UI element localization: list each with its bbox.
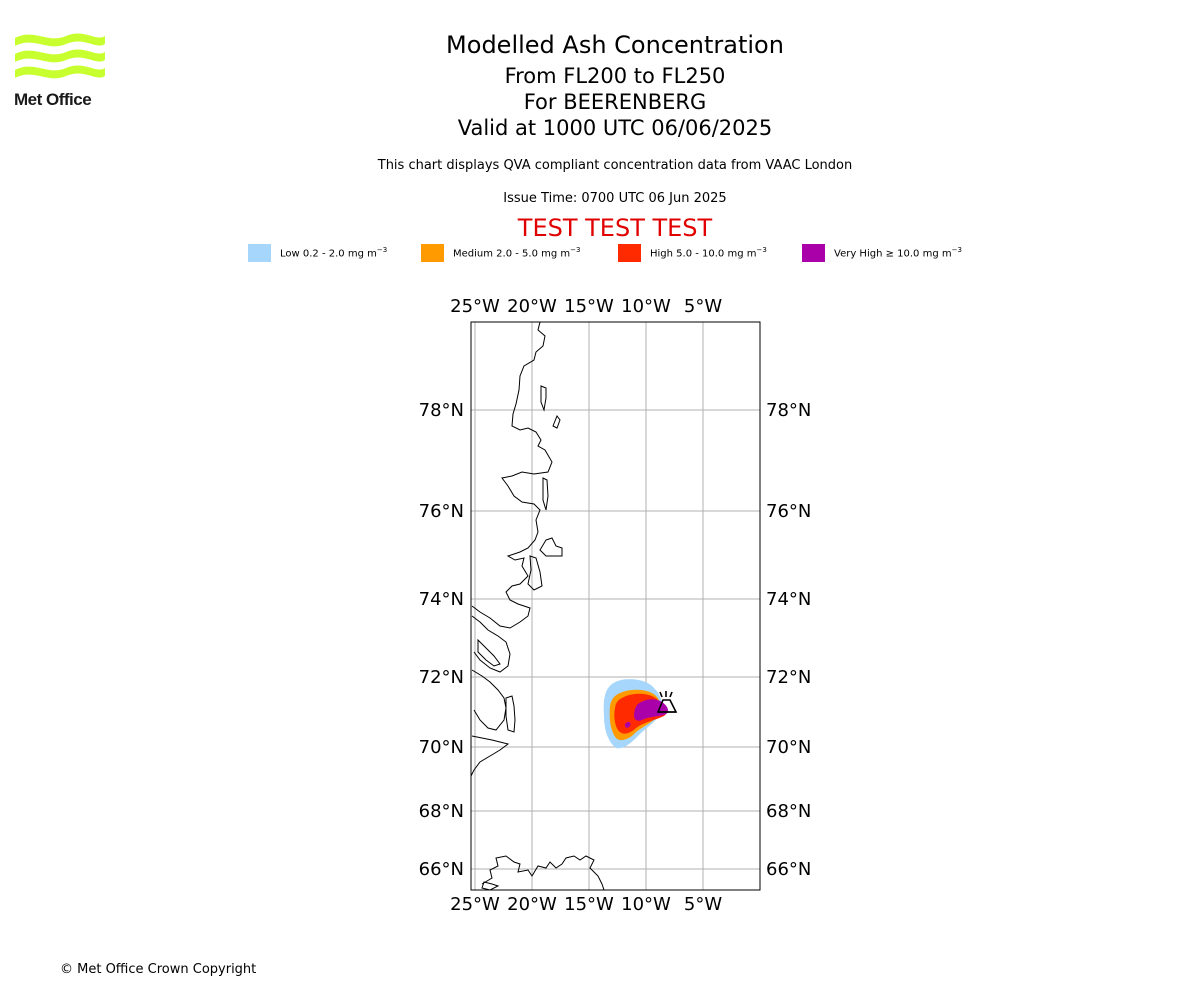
lat-label-left-78n: 78°N (418, 400, 464, 421)
lat-label-left-72n: 72°N (418, 667, 464, 688)
lon-label-bottom-5w: 5°W (683, 894, 723, 915)
lat-labels-right (766, 400, 811, 880)
lon-labels-bottom (450, 894, 722, 915)
flight-level-range: From FL200 to FL250 (504, 64, 726, 88)
lon-label-bottom-10w: 10°W (621, 894, 671, 915)
legend-label-low: Low 0.2 - 2.0 mg $m^{-3}$ (280, 246, 388, 260)
lat-label-left-76n: 76°N (418, 501, 464, 522)
lon-label-top-10w: 10°W (621, 296, 671, 317)
lat-label-left-66n: 66°N (418, 859, 464, 880)
lat-label-right-74n: 74°N (766, 589, 812, 610)
chart-title: Modelled Ash Concentration (446, 31, 784, 59)
lon-labels-top (450, 296, 722, 317)
lon-label-bottom-20w: 20°W (507, 894, 557, 915)
lat-label-right-72n: 72°N (766, 667, 812, 688)
lat-label-left-74n: 74°N (418, 589, 464, 610)
lon-label-top-20w: 20°W (507, 296, 557, 317)
lon-label-bottom-25w: 25°W (450, 894, 500, 915)
volcano-name: For BEERENBERG (523, 90, 707, 114)
lon-label-top-5w: 5°W (683, 296, 723, 317)
chart-description: This chart displays QVA compliant concentration data from VAAC London (377, 158, 853, 173)
lat-label-left-68n: 68°N (418, 801, 464, 822)
lon-label-top-25w: 25°W (450, 296, 500, 317)
legend-label-medium: Medium 2.0 - 5.0 mg $m^{-3}$ (453, 246, 581, 260)
coastlines (471, 322, 604, 890)
valid-time: Valid at 1000 UTC 06/06/2025 (457, 116, 773, 140)
lat-label-left-70n: 70°N (418, 737, 464, 758)
iceland-coast (482, 856, 604, 890)
issue-time: Issue Time: 0700 UTC 06 Jun 2025 (503, 191, 727, 206)
legend-label-high: High 5.0 - 10.0 mg $m^{-3}$ (650, 246, 767, 260)
ash-plume (604, 679, 668, 748)
test-banner: TEST TEST TEST (517, 214, 713, 242)
lat-label-right-78n: 78°N (766, 400, 812, 421)
map-gridlines (471, 322, 760, 890)
lon-label-bottom-15w: 15°W (564, 894, 614, 915)
legend-label-very-high: Very High ≥ 10.0 mg $m^{-3}$ (834, 246, 962, 260)
lat-label-right-70n: 70°N (766, 737, 812, 758)
lat-label-right-66n: 66°N (766, 859, 812, 880)
lat-label-right-68n: 68°N (766, 801, 812, 822)
lat-label-right-76n: 76°N (766, 501, 812, 522)
lat-labels-left (419, 400, 464, 880)
copyright-notice: © Met Office Crown Copyright (60, 962, 257, 977)
map-frame (471, 322, 760, 890)
greenland-coast (472, 322, 552, 628)
logo-text: Met Office (14, 90, 92, 109)
lon-label-top-15w: 15°W (564, 296, 614, 317)
